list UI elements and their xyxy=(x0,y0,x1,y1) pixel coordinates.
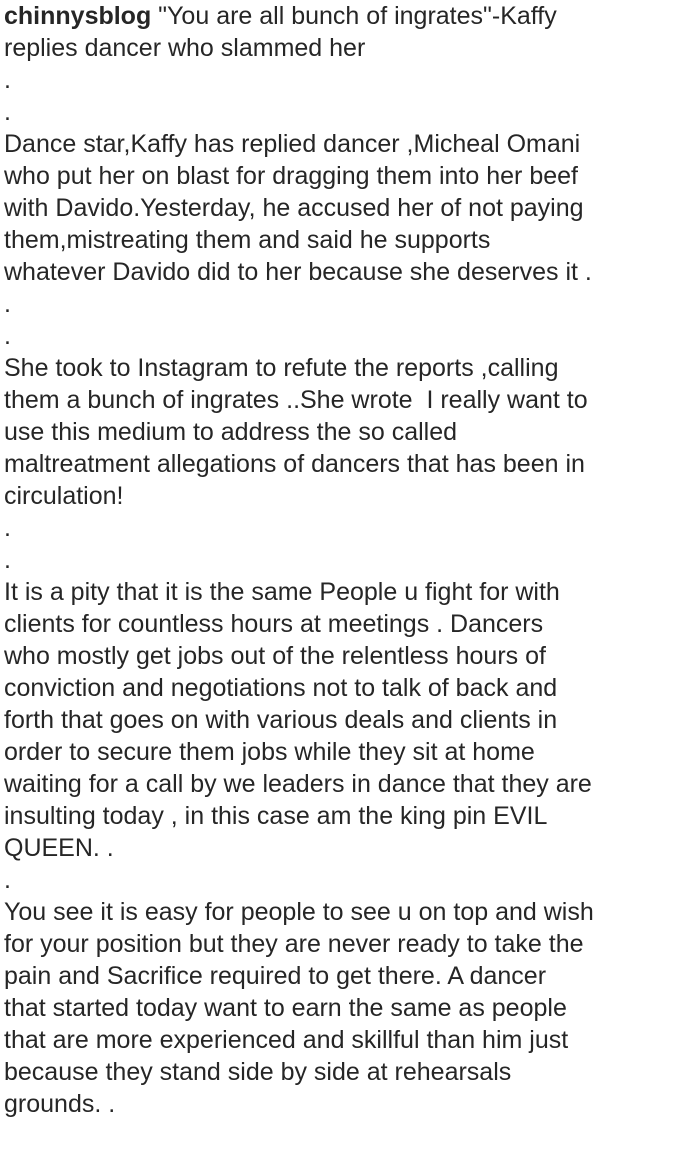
caption-line: order to secure them jobs while they sit at home xyxy=(4,738,535,766)
caption-line: that are more experienced and skillful than him just xyxy=(4,1026,569,1054)
caption-line: use this medium to address the so called xyxy=(4,418,458,446)
caption-line: . xyxy=(4,66,11,94)
caption-line: forth that goes on with various deals and clients in xyxy=(4,706,558,734)
caption-line: . xyxy=(4,98,11,126)
caption-line: . xyxy=(4,866,11,894)
caption-line xyxy=(4,0,683,32)
caption-line: You see it is easy for people to see u on top and wish xyxy=(4,898,594,926)
caption-line: replies dancer who slammed her xyxy=(4,34,366,62)
caption-line: who put her on blast for dragging them into her beef xyxy=(4,162,578,190)
caption-line: Dance star,Kaffy has replied dancer ,Micheal Omani xyxy=(4,130,581,158)
caption-line: waiting for a call by we leaders in dance that they are xyxy=(4,770,592,798)
caption-line: with Davido.Yesterday, he accused her of not paying xyxy=(4,194,584,222)
caption-line: insulting today , in this case am the king pin EVIL xyxy=(4,802,548,830)
caption-line: whatever Davido did to her because she deserves it . xyxy=(4,258,592,286)
caption-line: who mostly get jobs out of the relentless hours of xyxy=(4,642,546,670)
caption-line: because they stand side by side at rehearsals xyxy=(4,1058,512,1086)
caption-line: . xyxy=(4,514,11,542)
caption-line: that started today want to earn the same as people xyxy=(4,994,567,1022)
caption-line: . xyxy=(4,546,11,574)
caption-line: clients for countless hours at meetings . Dancers xyxy=(4,610,544,638)
post-caption xyxy=(4,0,683,1120)
caption-line: conviction and negotiations not to talk of back and xyxy=(4,674,558,702)
caption-line: It is a pity that it is the same People u fight for with xyxy=(4,578,560,606)
username-link[interactable]: chinnysblog xyxy=(4,2,152,30)
caption-line: . xyxy=(4,322,11,350)
caption-line: them a bunch of ingrates ..She wrote I really want to xyxy=(4,386,588,414)
caption-line: them,mistreating them and said he supports xyxy=(4,226,491,254)
caption-text: "You are all bunch of ingrates"-Kaffy xyxy=(151,2,557,30)
caption-line: . xyxy=(4,290,11,318)
caption-line: QUEEN. . xyxy=(4,834,114,862)
caption-line: for your position but they are never ready to take the xyxy=(4,930,584,958)
caption-line: pain and Sacrifice required to get there. A dancer xyxy=(4,962,547,990)
caption-line: maltreatment allegations of dancers that has been in xyxy=(4,450,585,478)
caption-line: circulation! xyxy=(4,482,124,510)
caption-line: grounds. . xyxy=(4,1090,116,1118)
caption-line: She took to Instagram to refute the reports ,calling xyxy=(4,354,559,382)
